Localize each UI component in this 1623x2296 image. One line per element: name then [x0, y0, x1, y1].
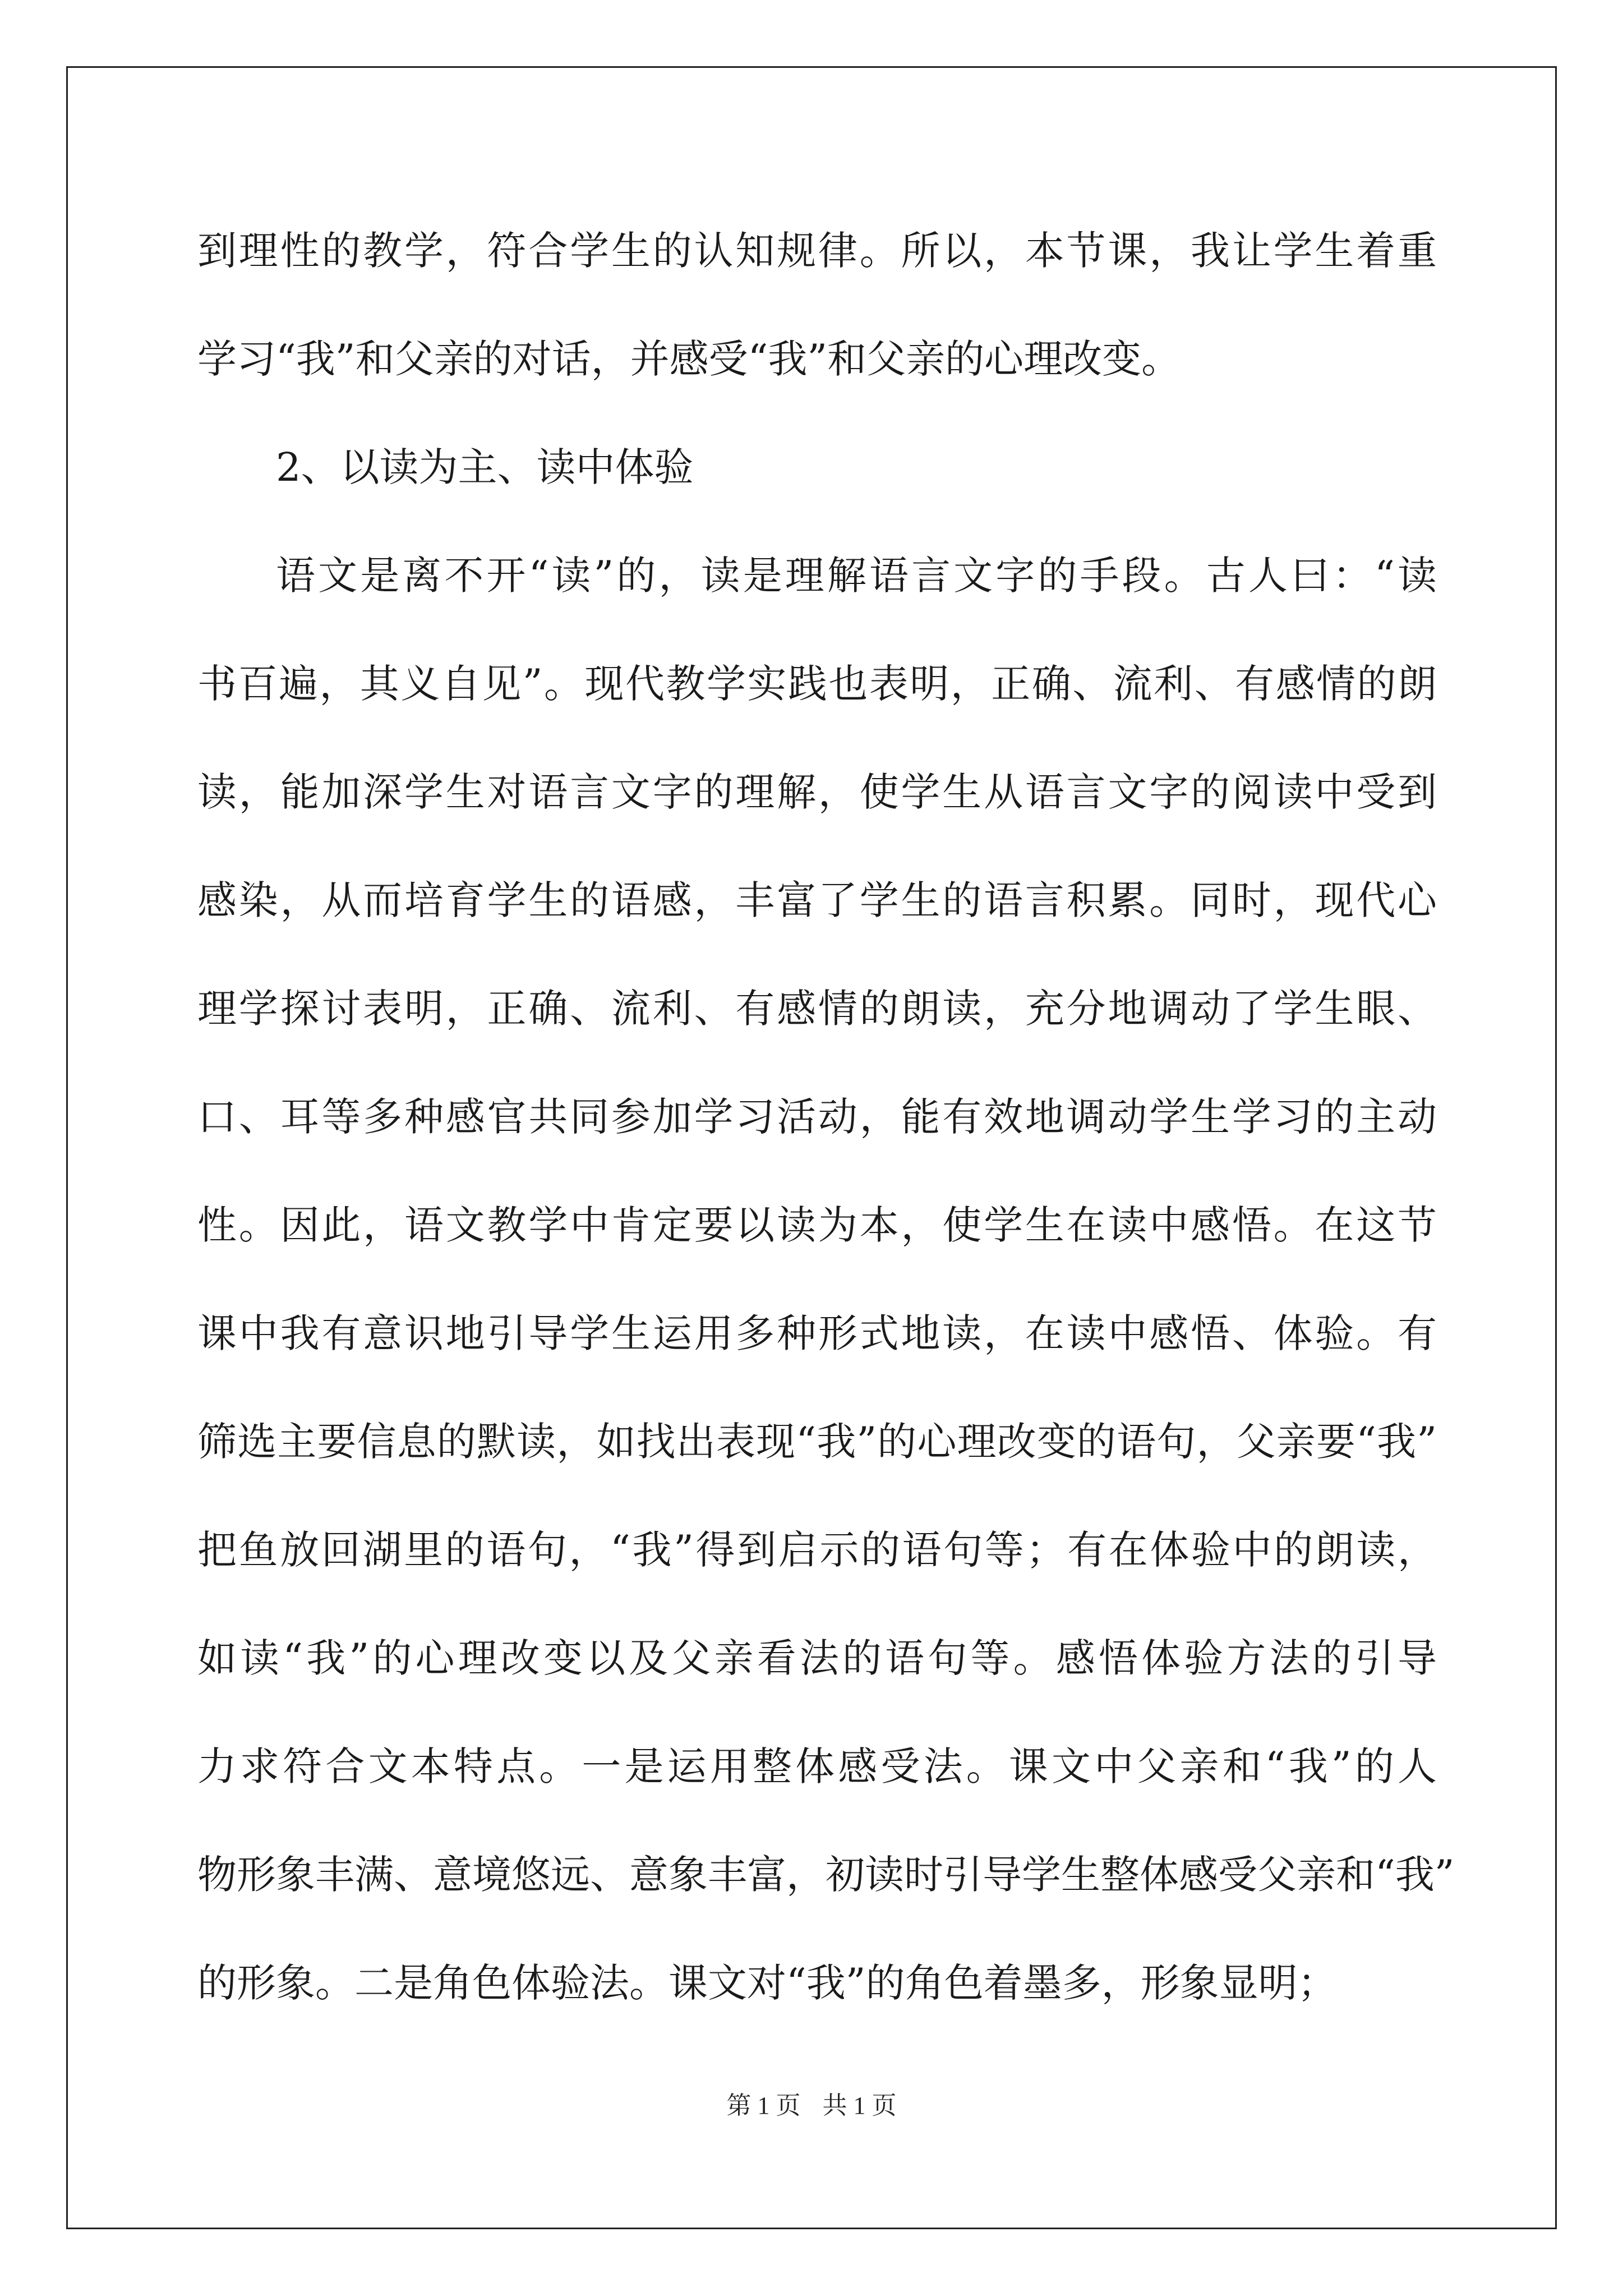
text-line: 读，能加深学生对语言文字的理解，使学生从语言文字的阅读中受到: [197, 769, 1437, 815]
text-line: 理学探讨表明，正确、流利、有感情的朗读，充分地调动了学生眼、: [197, 986, 1437, 1032]
text-line: 口、耳等多种感官共同参加学习活动，能有效地调动学生学习的主动: [197, 1094, 1437, 1140]
page-footer: [0, 2089, 1623, 2123]
text-line: 筛选主要信息的默读，如找出表现“我”的心理改变的语句，父亲要“我”: [197, 1419, 1437, 1465]
text-line: 书百遍，其义自见”。现代教学实践也表明，正确、流利、有感情的朗: [197, 661, 1437, 707]
text-line: 力求符合文本特点。一是运用整体感受法。课文中父亲和“我”的人: [197, 1743, 1437, 1789]
text-line: 感染，从而培育学生的语感，丰富了学生的语言积累。同时，现代心: [197, 877, 1437, 923]
section-heading: 2、以读为主、读中体验: [276, 444, 694, 490]
text-line: 把鱼放回湖里的语句，“我”得到启示的语句等；有在体验中的朗读，: [197, 1527, 1437, 1573]
text-line: 语文是离不开“读”的，读是理解语言文字的手段。古人曰：“读: [276, 553, 1437, 599]
page-number-total: 共 1 页: [822, 2092, 897, 2119]
text-line: 课中我有意识地引导学生运用多种形式地读，在读中感悟、体验。有: [197, 1310, 1437, 1356]
page-number-current: 第 1 页: [726, 2092, 801, 2119]
text-line: 如读“我”的心理改变以及父亲看法的语句等。感悟体验方法的引导: [197, 1635, 1437, 1681]
document-body: [197, 209, 1455, 2049]
text-line: 到理性的教学，符合学生的认知规律。所以，本节课，我让学生着重: [197, 228, 1437, 274]
text-line: 学习“我”和父亲的对话，并感受“我”和父亲的心理改变。: [197, 336, 1181, 382]
text-line: 的形象。二是角色体验法。课文对“我”的角色着墨多，形象显明；: [197, 1960, 1337, 2006]
text-line: 性。因此，语文教学中肯定要以读为本，使学生在读中感悟。在这节: [197, 1202, 1437, 1248]
text-line: 物形象丰满、意境悠远、意象丰富，初读时引导学生整体感受父亲和“我”: [197, 1852, 1455, 1898]
